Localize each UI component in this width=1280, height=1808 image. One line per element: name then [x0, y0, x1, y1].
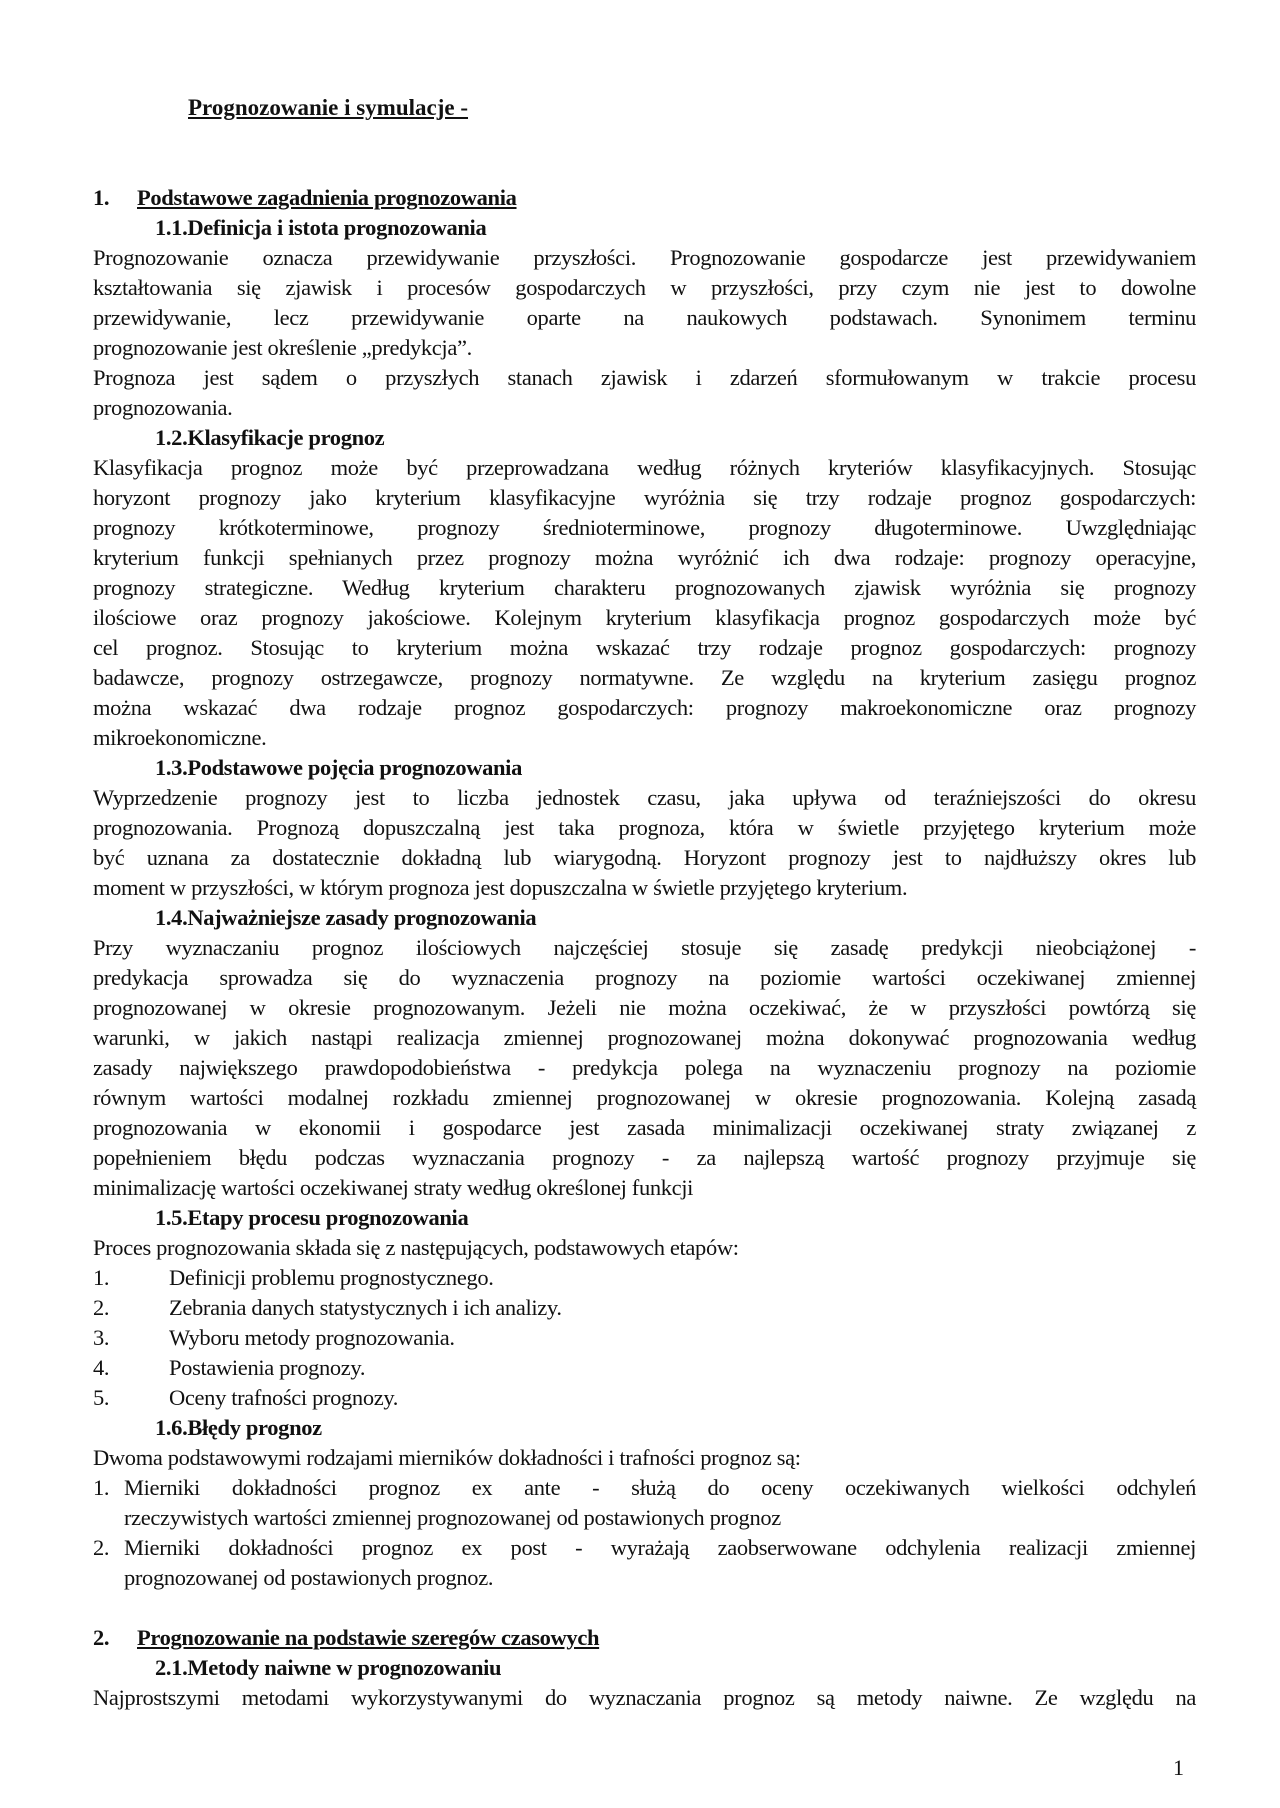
paragraph-line: prognozy strategiczne. Według kryterium charakteru prognozowanych zjawisk wyróżnia się prognozy — [93, 575, 1196, 600]
list-item-line — [93, 1473, 1196, 1503]
process-steps-list — [93, 1263, 1196, 1413]
list-item-line — [93, 1503, 1196, 1533]
section-title: Prognozowanie na podstawie szeregów czasowych — [137, 1625, 600, 1650]
subsection-heading: 1.2.Klasyfikacje prognoz — [155, 425, 385, 450]
paragraph — [93, 243, 1196, 363]
paragraph — [93, 1443, 1196, 1473]
list-item-number: 3. — [93, 1325, 110, 1350]
paragraph-line: Najprostszymi metodami wykorzystywanymi do wyznaczania prognoz są metody naiwne. Ze względu na — [93, 1685, 1196, 1710]
paragraph-line: kryterium funkcji spełnianych przez prognozy można wyróżnić ich dwa rodzaje: prognozy operacyjne, — [93, 545, 1196, 570]
paragraph-line: Klasyfikacja prognoz może być przeprowadzana według różnych kryteriów klasyfikacyjnych. Stosując — [93, 455, 1196, 480]
list-item — [93, 1353, 1196, 1383]
list-item-number: 1. — [93, 1265, 110, 1290]
document-title: Prognozowanie i symulacje - — [188, 95, 469, 120]
list-item-text: Oceny trafności prognozy. — [169, 1385, 399, 1410]
paragraph-line: zasady największego prawdopodobieństwa - predykcja polega na wyznaczeniu prognozy na poziomie — [93, 1055, 1196, 1080]
paragraph-line: prognozowania. — [93, 395, 233, 420]
paragraph-line: kształtowania się zjawisk i procesów gospodarczych w przyszłości, przy czym nie jest to dowolne — [93, 275, 1196, 300]
paragraph-line: Prognozowanie oznacza przewidywanie przyszłości. Prognozowanie gospodarcze jest przewidywaniem — [93, 245, 1196, 270]
paragraph-line: mikroekonomiczne. — [93, 725, 267, 750]
list-item — [93, 1533, 1196, 1593]
list-item-number: 2. — [93, 1535, 110, 1560]
paragraph — [93, 783, 1196, 903]
section-heading — [93, 1623, 1196, 1653]
paragraph-line: badawcze, prognozy ostrzegawcze, prognozy normatywne. Ze względu na kryterium zasięgu prognoz — [93, 665, 1196, 690]
list-item — [93, 1473, 1196, 1533]
section-heading — [93, 183, 1196, 213]
list-item-line — [93, 1533, 1196, 1563]
paragraph-line: ilościowe oraz prognozy jakościowe. Kolejnym kryterium klasyfikacja prognoz gospodarczych może być — [93, 605, 1196, 630]
paragraph — [93, 363, 1196, 423]
blank-line — [93, 1593, 1196, 1623]
paragraph-line: cel prognoz. Stosując to kryterium można wskazać trzy rodzaje prognoz gospodarczych: prognozy — [93, 635, 1196, 660]
list-item-text: Definicji problemu prognostycznego. — [169, 1265, 494, 1290]
list-item-text: Wyboru metody prognozowania. — [169, 1325, 455, 1350]
subsection-heading: 1.4.Najważniejsze zasady prognozowania — [155, 905, 537, 930]
paragraph-line: minimalizację wartości oczekiwanej straty według określonej funkcji — [93, 1175, 694, 1200]
list-item-number: 1. — [93, 1475, 110, 1500]
document-body — [93, 183, 1196, 1713]
list-item-text: Mierniki dokładności prognoz ex ante - służą do oceny oczekiwanych wielkości odchyleń — [124, 1475, 1196, 1500]
paragraph — [93, 933, 1196, 1203]
paragraph-line: warunki, w jakich nastąpi realizacja zmiennej prognozowanej można dokonywać prognozowania według — [93, 1025, 1196, 1050]
paragraph-line: równym wartości modalnej rozkładu zmiennej prognozowanej w okresie prognozowania. Kolejną zasadą — [93, 1085, 1196, 1110]
paragraph-line: prognozy krótkoterminowe, prognozy średnioterminowe, prognozy długoterminowe. Uwzględniając — [93, 515, 1196, 540]
section-number: 1. — [93, 185, 110, 210]
paragraph-line: popełnieniem błędu podczas wyznaczania prognozy - za najlepszą wartość prognozy przyjmuje się — [93, 1145, 1196, 1170]
section-title: Podstawowe zagadnienia prognozowania — [137, 185, 517, 210]
paragraph-line: przewidywanie, lecz przewidywanie oparte na naukowych podstawach. Synonimem terminu — [93, 305, 1196, 330]
paragraph-line: prognozowania. Prognozą dopuszczalną jest taka prognoza, która w świetle przyjętego kryterium może — [93, 815, 1196, 840]
list-item-text: Mierniki dokładności prognoz ex post - wyrażają zaobserwowane odchylenia realizacji zmiennej — [124, 1535, 1196, 1560]
paragraph-line: horyzont prognozy jako kryterium klasyfikacyjne wyróżnia się trzy rodzaje prognoz gospodarczych: — [93, 485, 1196, 510]
paragraph-line: Prognoza jest sądem o przyszłych stanach zjawisk i zdarzeń sformułowanym w trakcie procesu — [93, 365, 1196, 390]
paragraph — [93, 1233, 1196, 1263]
section-number: 2. — [93, 1625, 110, 1650]
paragraph — [93, 1683, 1196, 1713]
paragraph-line: być uznana za dostatecznie dokładną lub wiarygodną. Horyzont prognozy jest to najdłuższy okres lub — [93, 845, 1196, 870]
page-number: 1 — [1173, 1755, 1184, 1780]
list-item-text: Postawienia prognozy. — [169, 1355, 366, 1380]
list-item — [93, 1323, 1196, 1353]
paragraph-line: prognozowanie jest określenie „predykcja”. — [93, 335, 472, 360]
list-item-number: 4. — [93, 1355, 110, 1380]
paragraph-line: predykacja sprowadza się do wyznaczenia prognozy na poziomie wartości oczekiwanej zmiennej — [93, 965, 1196, 990]
error-measures-list — [93, 1473, 1196, 1593]
subsection-heading: 1.5.Etapy procesu prognozowania — [155, 1205, 469, 1230]
subsection-heading: 2.1.Metody naiwne w prognozowaniu — [155, 1655, 502, 1680]
paragraph — [93, 453, 1196, 753]
list-item-text: prognozowanej od postawionych prognoz. — [124, 1565, 494, 1590]
list-item — [93, 1293, 1196, 1323]
paragraph-line: można wskazać dwa rodzaje prognoz gospodarczych: prognozy makroekonomiczne oraz prognozy — [93, 695, 1196, 720]
subsection-heading: 1.3.Podstawowe pojęcia prognozowania — [155, 755, 522, 780]
subsection-heading: 1.6.Błędy prognoz — [155, 1415, 322, 1440]
paragraph-line: Dwoma podstawowymi rodzajami mierników dokładności i trafności prognoz są: — [93, 1445, 801, 1470]
list-item — [93, 1383, 1196, 1413]
subsection-heading: 1.1.Definicja i istota prognozowania — [155, 215, 487, 240]
paragraph-line: prognozowania w ekonomii i gospodarce jest zasada minimalizacji oczekiwanej straty związanej z — [93, 1115, 1196, 1140]
paragraph-line: moment w przyszłości, w którym prognoza jest dopuszczalna w świetle przyjętego kryterium. — [93, 875, 908, 900]
list-item-text: Zebrania danych statystycznych i ich analizy. — [169, 1295, 562, 1320]
paragraph-line: prognozowanej w okresie prognozowanym. Jeżeli nie można oczekiwać, że w przyszłości powtórzą się — [93, 995, 1196, 1020]
list-item-number: 5. — [93, 1385, 110, 1410]
paragraph-line: Wyprzedzenie prognozy jest to liczba jednostek czasu, jaka upływa od teraźniejszości do okresu — [93, 785, 1196, 810]
paragraph-line: Przy wyznaczaniu prognoz ilościowych najczęściej stosuje się zasadę predykcji nieobciążonej - — [93, 935, 1196, 960]
list-item-text: rzeczywistych wartości zmiennej prognozowanej od postawionych prognoz — [124, 1505, 781, 1530]
paragraph-line: Proces prognozowania składa się z następujących, podstawowych etapów: — [93, 1235, 739, 1260]
list-item-line — [93, 1563, 1196, 1593]
list-item — [93, 1263, 1196, 1293]
list-item-number: 2. — [93, 1295, 110, 1320]
